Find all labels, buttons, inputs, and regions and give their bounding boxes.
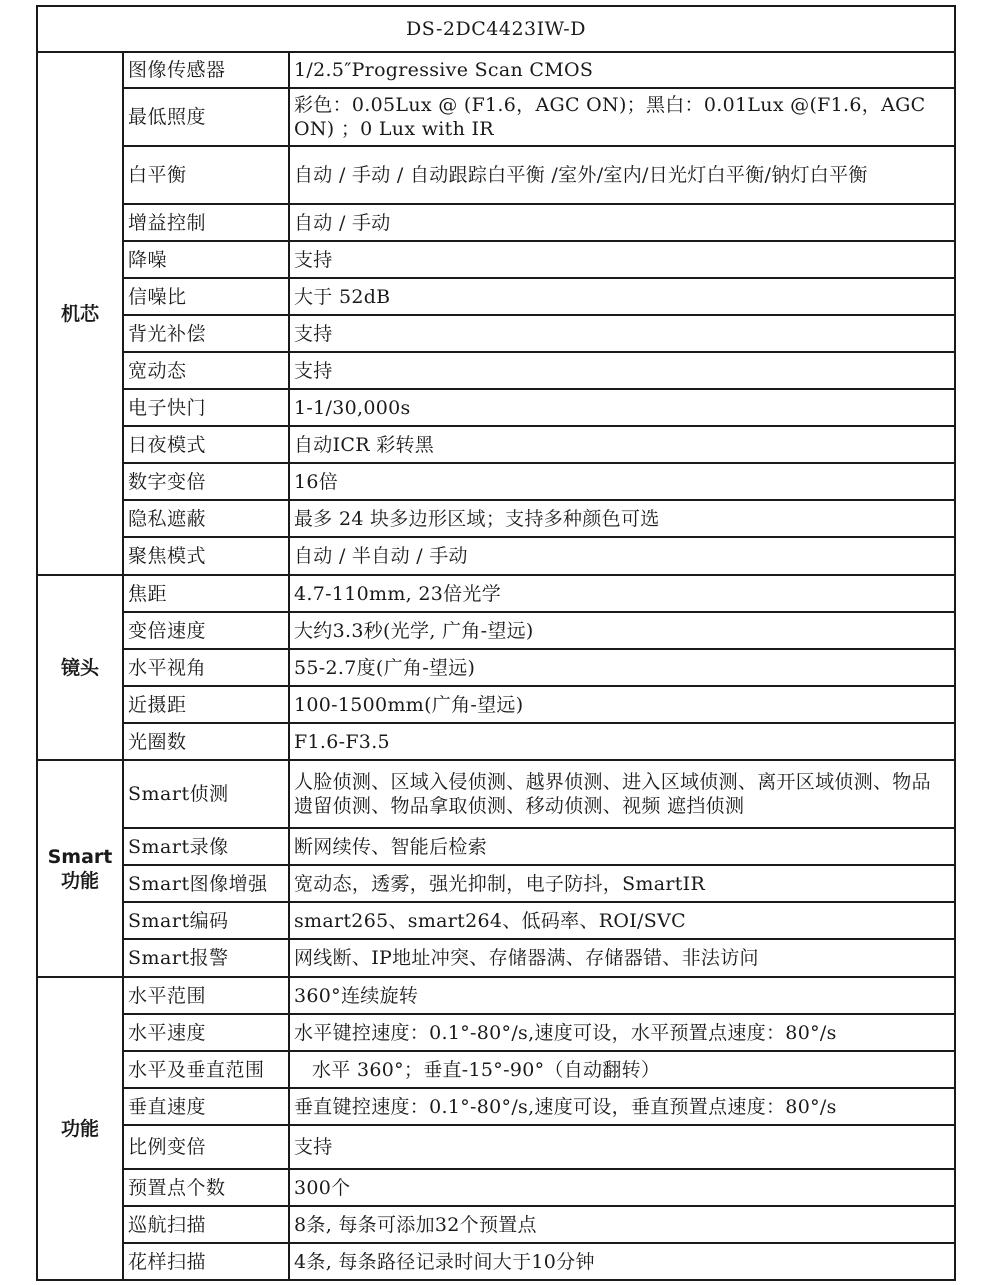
table-row [37,902,955,939]
table-row [37,88,955,146]
param-value: 8条, 每条可添加32个预置点 [289,1206,955,1243]
spec-table [36,5,956,1281]
param-name: 焦距 [123,575,289,612]
param-name: 花样扫描 [123,1243,289,1280]
param-value: 支持 [289,315,955,352]
param-value: smart265、smart264、低码率、ROI/SVC [289,902,955,939]
param-name: 最低照度 [123,88,289,146]
table-row [37,241,955,278]
table-row [37,146,955,204]
table-row [37,500,955,537]
param-value: 最多 24 块多边形区域；支持多种颜色可选 [289,500,955,537]
table-row [37,1014,955,1051]
param-name: 垂直速度 [123,1088,289,1125]
param-value: 宽动态，透雾，强光抑制，电子防抖，SmartIR [289,865,955,902]
category-lens: 镜头 [37,575,123,760]
param-value: 大约3.3秒(光学, 广角-望远) [289,612,955,649]
category-core: 机芯 [37,52,123,575]
table-row [37,575,955,612]
table-row [37,760,955,828]
table-row [37,1125,955,1169]
param-value: 彩色：0.05Lux @ (F1.6，AGC ON)；黑白：0.01Lux @(F1.6，AGC ON) ；0 Lux with IR [289,88,955,146]
table-row [37,1169,955,1206]
param-value: 大于 52dB [289,278,955,315]
param-value: 支持 [289,352,955,389]
table-row [37,649,955,686]
param-value: 断网续传、智能后检索 [289,828,955,865]
param-name: 隐私遮蔽 [123,500,289,537]
param-name: Smart编码 [123,902,289,939]
param-name: 变倍速度 [123,612,289,649]
param-name: Smart侦测 [123,760,289,828]
table-row [37,939,955,977]
param-value: 支持 [289,1125,955,1169]
param-name: 降噪 [123,241,289,278]
param-value: 自动 / 手动 [289,204,955,241]
param-name: 图像传感器 [123,52,289,88]
table-row [37,1243,955,1280]
table-row [37,1051,955,1088]
param-value: 网线断、IP地址冲突、存储器满、存储器错、非法访问 [289,939,955,977]
param-value: 100-1500mm(广角-望远) [289,686,955,723]
param-name: 聚焦模式 [123,537,289,575]
category-smart: Smart功能 [37,760,123,977]
param-name: 白平衡 [123,146,289,204]
param-name: 预置点个数 [123,1169,289,1206]
table-row [37,278,955,315]
table-row [37,828,955,865]
param-name: 宽动态 [123,352,289,389]
model-title: DS-2DC4423IW-D [37,6,955,52]
param-value: 自动 / 手动 / 自动跟踪白平衡 /室外/室内/日光灯白平衡/钠灯白平衡 [289,146,955,204]
table-row [37,1206,955,1243]
param-name: 电子快门 [123,389,289,426]
table-row [37,204,955,241]
param-name: 近摄距 [123,686,289,723]
param-value: 支持 [289,241,955,278]
param-value: 360°连续旋转 [289,977,955,1014]
table-row [37,315,955,352]
param-name: Smart图像增强 [123,865,289,902]
table-row [37,463,955,500]
title-row [37,6,955,52]
param-value: 4.7-110mm, 23倍光学 [289,575,955,612]
param-value: 1/2.5″Progressive Scan CMOS [289,52,955,88]
param-value: 人脸侦测、区域入侵侦测、越界侦测、进入区域侦测、离开区域侦测、物品遗留侦测、物品拿取侦测、移动侦测、视频 遮挡侦测 [289,760,955,828]
param-value: 垂直键控速度：0.1°-80°/s,速度可设，垂直预置点速度：80°/s [289,1088,955,1125]
param-name: 水平视角 [123,649,289,686]
table-row [37,977,955,1014]
category-function: 功能 [37,977,123,1280]
param-name: 数字变倍 [123,463,289,500]
param-value: 水平键控速度：0.1°-80°/s,速度可设，水平预置点速度：80°/s [289,1014,955,1051]
param-value: 自动ICR 彩转黑 [289,426,955,463]
param-value: 300个 [289,1169,955,1206]
param-name: 水平及垂直范围 [123,1051,289,1088]
table-row [37,537,955,575]
table-row [37,865,955,902]
param-value: 16倍 [289,463,955,500]
table-row [37,389,955,426]
param-name: Smart报警 [123,939,289,977]
param-name: 水平范围 [123,977,289,1014]
param-name: 光圈数 [123,723,289,760]
param-value: F1.6-F3.5 [289,723,955,760]
table-row [37,612,955,649]
param-name: 水平速度 [123,1014,289,1051]
param-name: 背光补偿 [123,315,289,352]
table-row [37,1088,955,1125]
table-row [37,686,955,723]
param-name: 比例变倍 [123,1125,289,1169]
table-row [37,426,955,463]
param-value: 1-1/30,000s [289,389,955,426]
param-value: 水平 360°；垂直-15°-90°（自动翻转） [312,1058,661,1081]
table-row [37,723,955,760]
param-value: 4条, 每条路径记录时间大于10分钟 [289,1243,955,1280]
param-name: 信噪比 [123,278,289,315]
table-row [37,352,955,389]
table-row [37,52,955,88]
param-value: 自动 / 半自动 / 手动 [289,537,955,575]
param-name: 巡航扫描 [123,1206,289,1243]
param-name: 增益控制 [123,204,289,241]
param-value: 55-2.7度(广角-望远) [289,649,955,686]
param-name: Smart录像 [123,828,289,865]
param-name: 日夜模式 [123,426,289,463]
